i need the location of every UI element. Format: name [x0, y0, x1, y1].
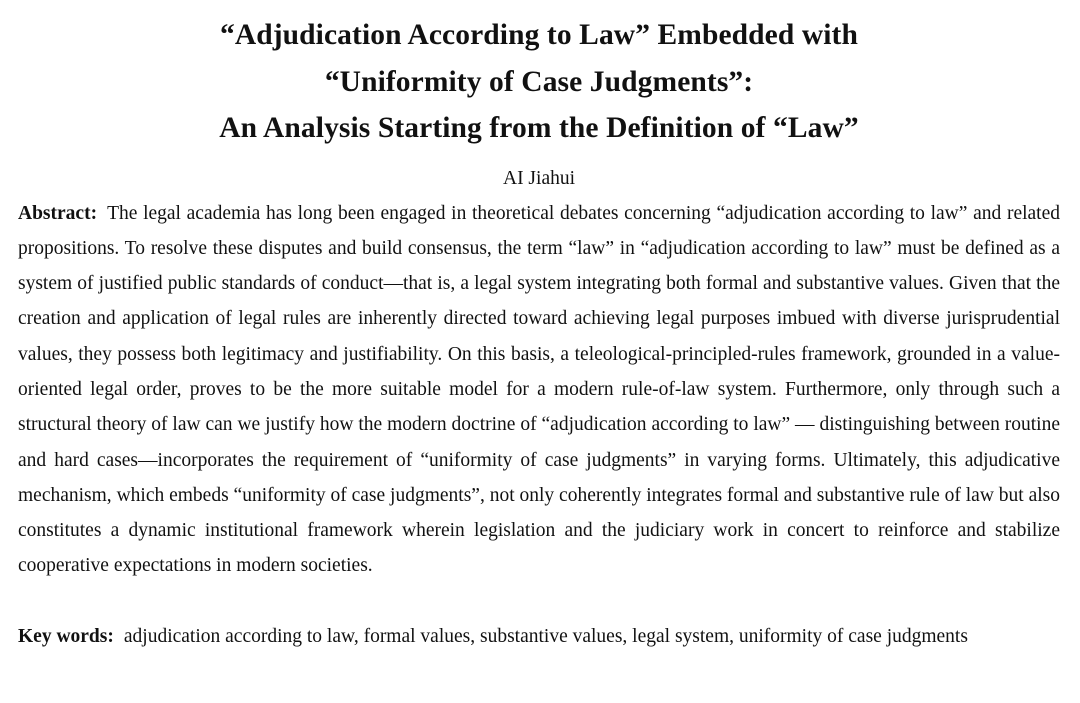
author-name: AI Jiahui: [502, 167, 576, 189]
abstract-label: Abstract:: [18, 202, 98, 224]
keywords-text: adjudication according to law, formal values, substantive values, legal system, uniformity of case judgments: [123, 625, 968, 647]
keywords-label: Key words:: [18, 625, 114, 647]
paper-title: [18, 0, 1060, 152]
keywords-line: [18, 619, 1060, 654]
abstract-paragraph: [18, 196, 1060, 584]
abstract-text: The legal academia has long been engaged in theoretical debates concerning “adjudication according to law” and related propositions. To resolve these disputes and build consensus, the term “law” in “adjudication according to law” must be defined as a system of justified public standards of conduct—that is, a legal system integrating both formal and substantive values. Given that the creation and application of legal rules are inherently directed toward achieving legal purposes imbued with diverse jurisprudential values, they possess both legitimacy and justifiability. On this basis, a teleological-principled-rules framework, grounded in a value-oriented legal order, proves to be the more suitable model for a modern rule-of-law system. Furthermore, only through such a structural theory of law can we justify how the modern doctrine of “adjudication according to law” — distinguishing between routine and hard cases—incorporates the requirement of “uniformity of case judgments” in varying forms. Ultimately, this adjudicative mechanism, which embeds “uniformity of case judgments”, not only coherently integrates formal and substantive rule of law but also constitutes a dynamic institutional framework wherein legislation and the judiciary work in concert to reinforce and stabilize cooperative expectations in modern societies.: [18, 202, 1060, 577]
title-line-3: An Analysis Starting from the Definition of “Law”: [219, 112, 859, 144]
title-line-2: “Uniformity of Case Judgments”:: [324, 65, 754, 98]
title-line-1: “Adjudication According to Law” Embedded with: [219, 19, 858, 51]
